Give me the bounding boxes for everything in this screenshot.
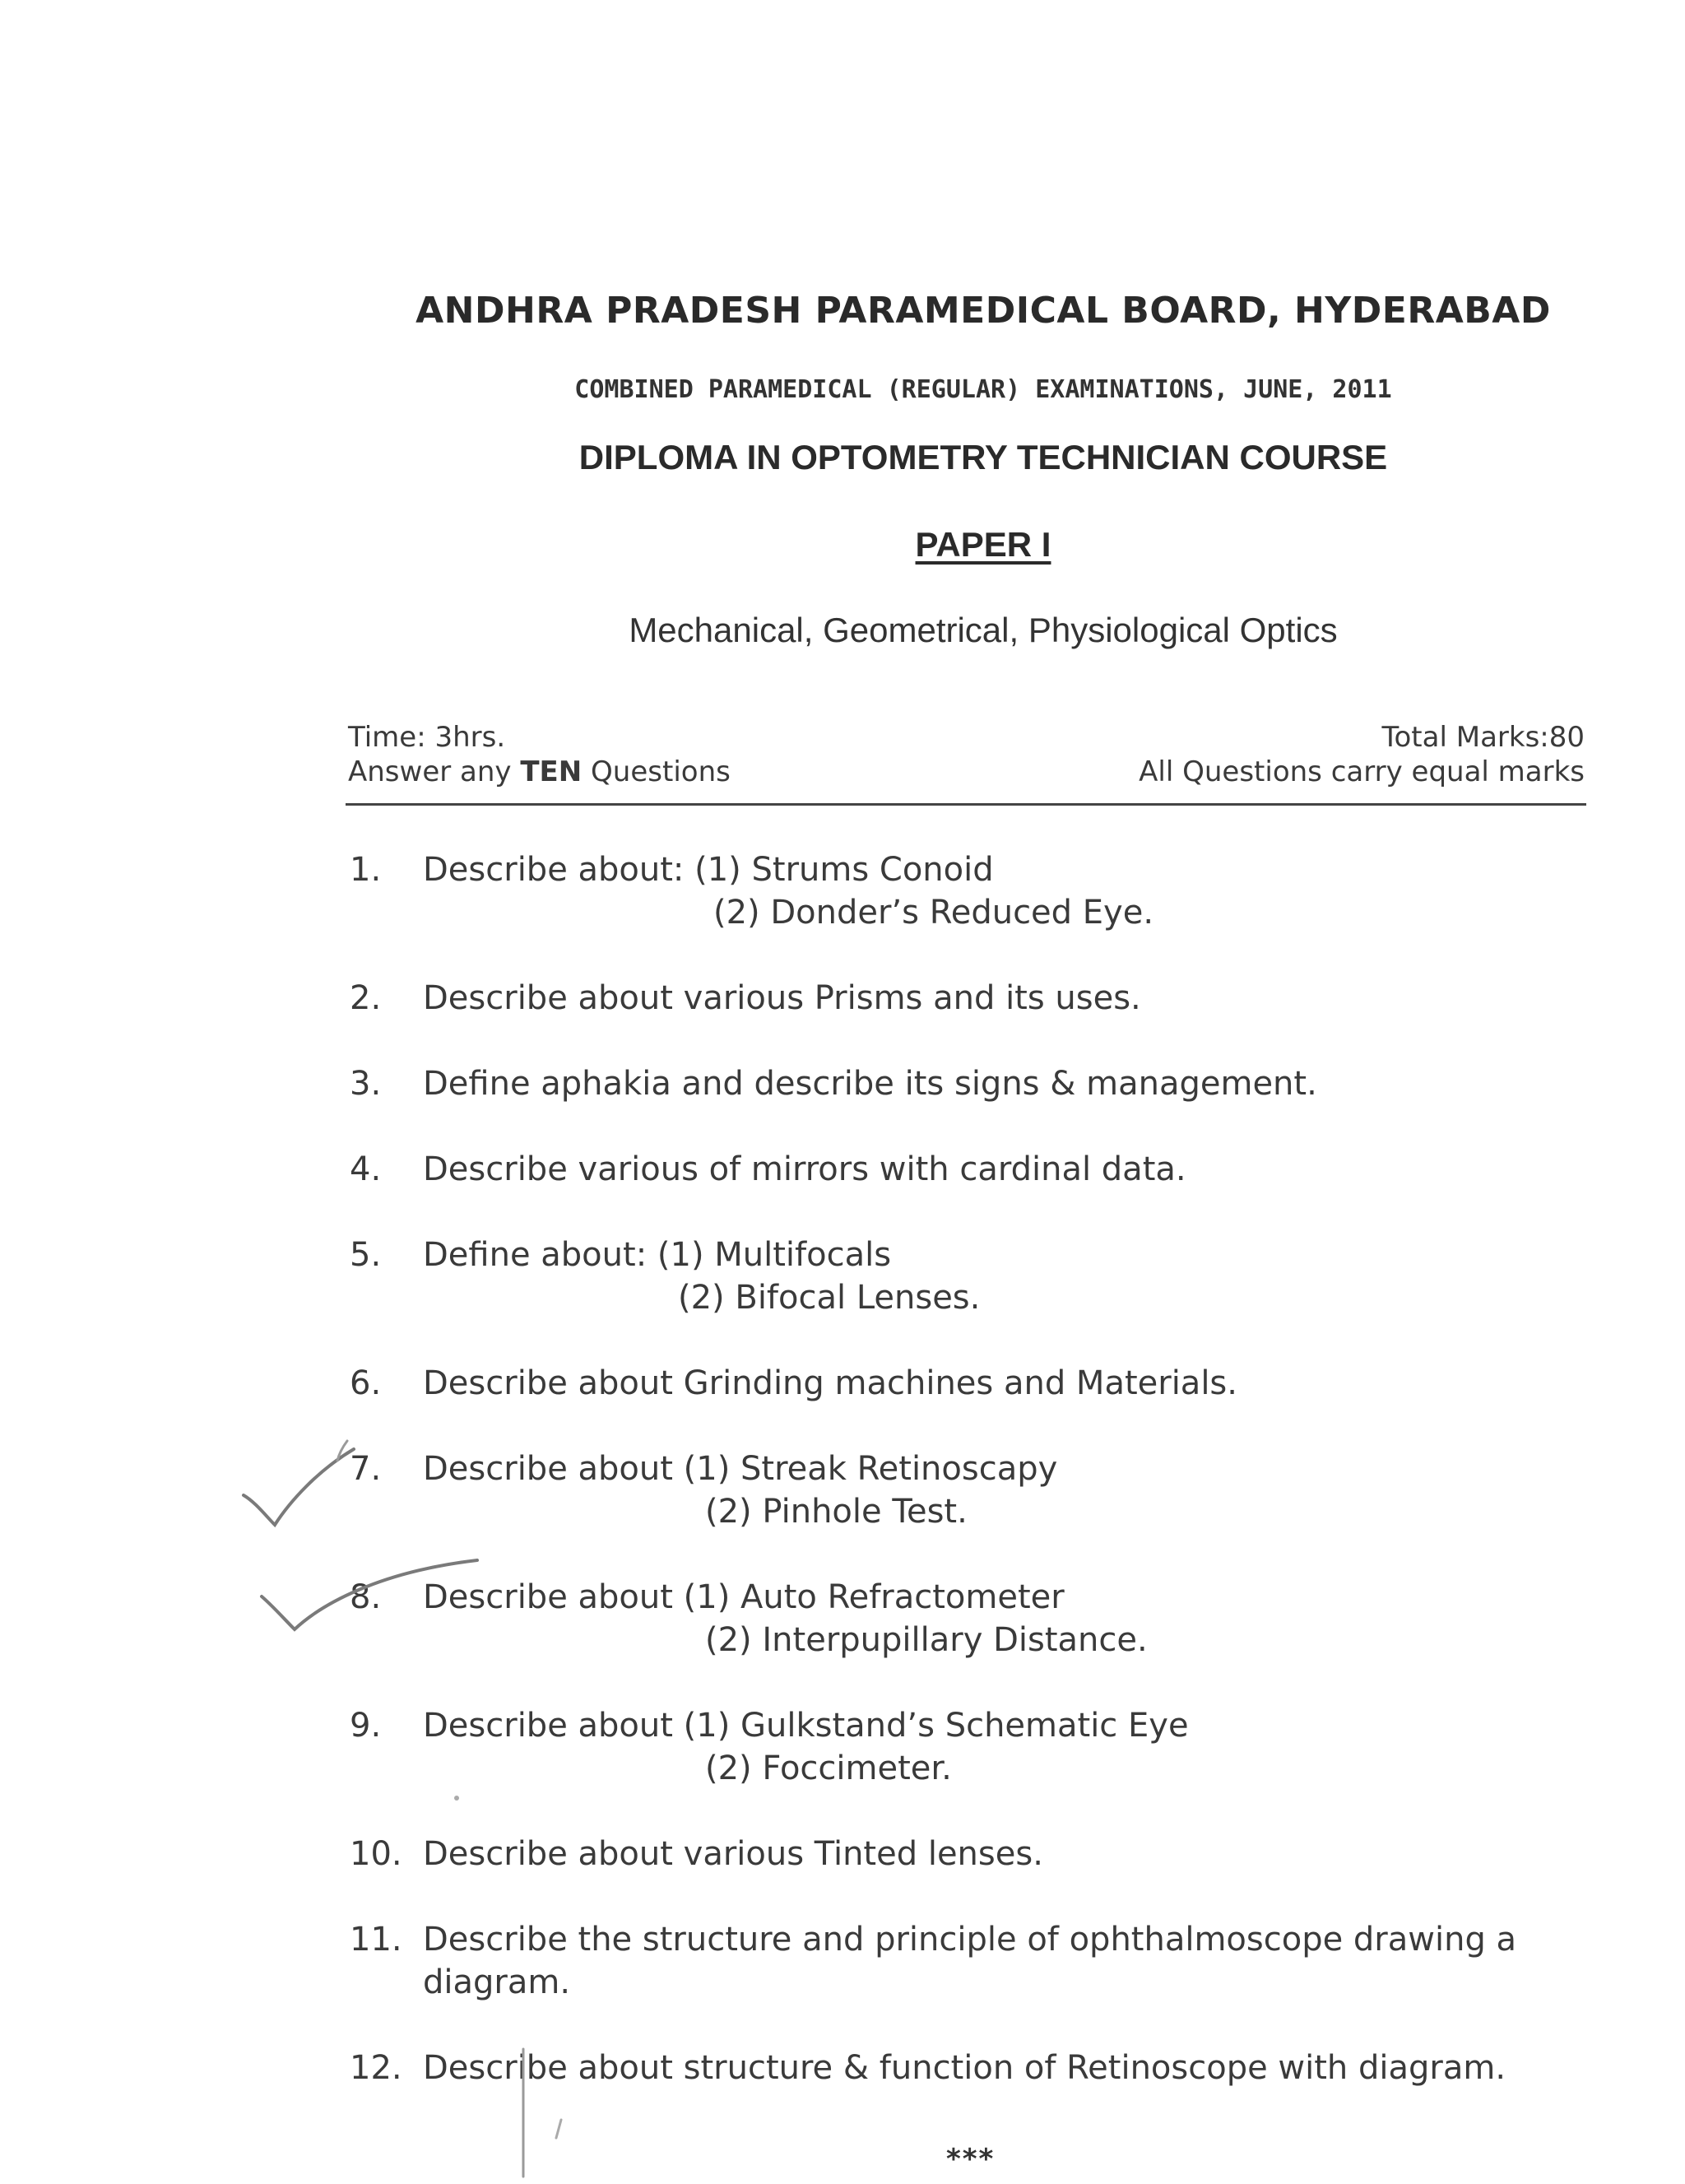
total-marks-info: Total Marks:80: [1381, 721, 1585, 754]
header-divider: [346, 803, 1586, 806]
subject-title: Mechanical, Geometrical, Physiological Optics: [629, 611, 1338, 649]
question-text: Describe about (1) Auto Refractometer: [423, 1578, 1065, 1616]
question-number: 6.: [350, 1364, 382, 1402]
question-number: 4.: [350, 1150, 382, 1188]
question-number: 8.: [350, 1578, 382, 1616]
question-text: Describe about Grinding machines and Materials.: [423, 1364, 1237, 1402]
question-8-sub: (2) Interpupillary Distance.: [705, 1621, 1148, 1659]
question-number: 11.: [350, 1921, 402, 1959]
question-text: Describe about structure & function of Retinoscope with diagram.: [423, 2049, 1506, 2087]
instruction-suffix: Questions: [582, 755, 731, 788]
question-number: 1.: [350, 851, 382, 889]
question-9-sub: (2) Foccimeter.: [705, 1750, 952, 1787]
question-text: Define about: (1) Multifocals: [423, 1236, 892, 1274]
question-11-sub: diagram.: [423, 1963, 571, 2001]
question-1-sub: (2) Donder’s Reduced Eye.: [713, 894, 1154, 932]
question-text: Describe about various Tinted lenses.: [423, 1835, 1043, 1873]
question-text: Describe about (1) Streak Retinoscapy: [423, 1450, 1058, 1488]
board-title: ANDHRA PRADESH PARAMEDICAL BOARD, HYDERABAD: [415, 290, 1551, 332]
question-number: 2.: [350, 979, 382, 1017]
question-text: Define aphakia and describe its signs & management.: [423, 1065, 1317, 1103]
pen-stroke-mark: [510, 2041, 576, 2181]
instruction-info: [348, 755, 731, 788]
checkmark-icon: [255, 1555, 485, 1646]
question-text: Describe about (1) Gulkstand’s Schematic Eye: [423, 1707, 1189, 1745]
question-text: Describe various of mirrors with cardinal data.: [423, 1150, 1186, 1188]
marks-note: All Questions carry equal marks: [1139, 755, 1585, 788]
instruction-prefix: Answer any: [348, 755, 521, 788]
pen-dot-mark: [448, 1790, 465, 1823]
question-text: Describe about various Prisms and its uses.: [423, 979, 1141, 1017]
end-of-paper-mark: ***: [946, 2143, 996, 2176]
question-text: Describe the structure and principle of ophthalmoscope drawing a: [423, 1921, 1517, 1959]
question-number: 7.: [350, 1450, 382, 1488]
question-number: 12.: [350, 2049, 402, 2087]
question-number: 3.: [350, 1065, 382, 1103]
course-title: DIPLOMA IN OPTOMETRY TECHNICIAN COURSE: [578, 438, 1388, 476]
time-info: Time: 3hrs.: [348, 721, 506, 754]
question-text: Describe about: (1) Strums Conoid: [423, 851, 994, 889]
question-number: 5.: [350, 1236, 382, 1274]
paper-title: PAPER I: [915, 525, 1051, 564]
question-7-sub: (2) Pinhole Test.: [705, 1493, 968, 1531]
question-number: 9.: [350, 1707, 382, 1745]
exam-title: COMBINED PARAMEDICAL (REGULAR) EXAMINATIONS, JUNE, 2011: [574, 375, 1392, 404]
question-5-sub: (2) Bifocal Lenses.: [678, 1279, 981, 1317]
instruction-bold: TEN: [520, 755, 583, 788]
question-number: 10.: [350, 1835, 402, 1873]
checkmark-icon: [239, 1436, 362, 1535]
